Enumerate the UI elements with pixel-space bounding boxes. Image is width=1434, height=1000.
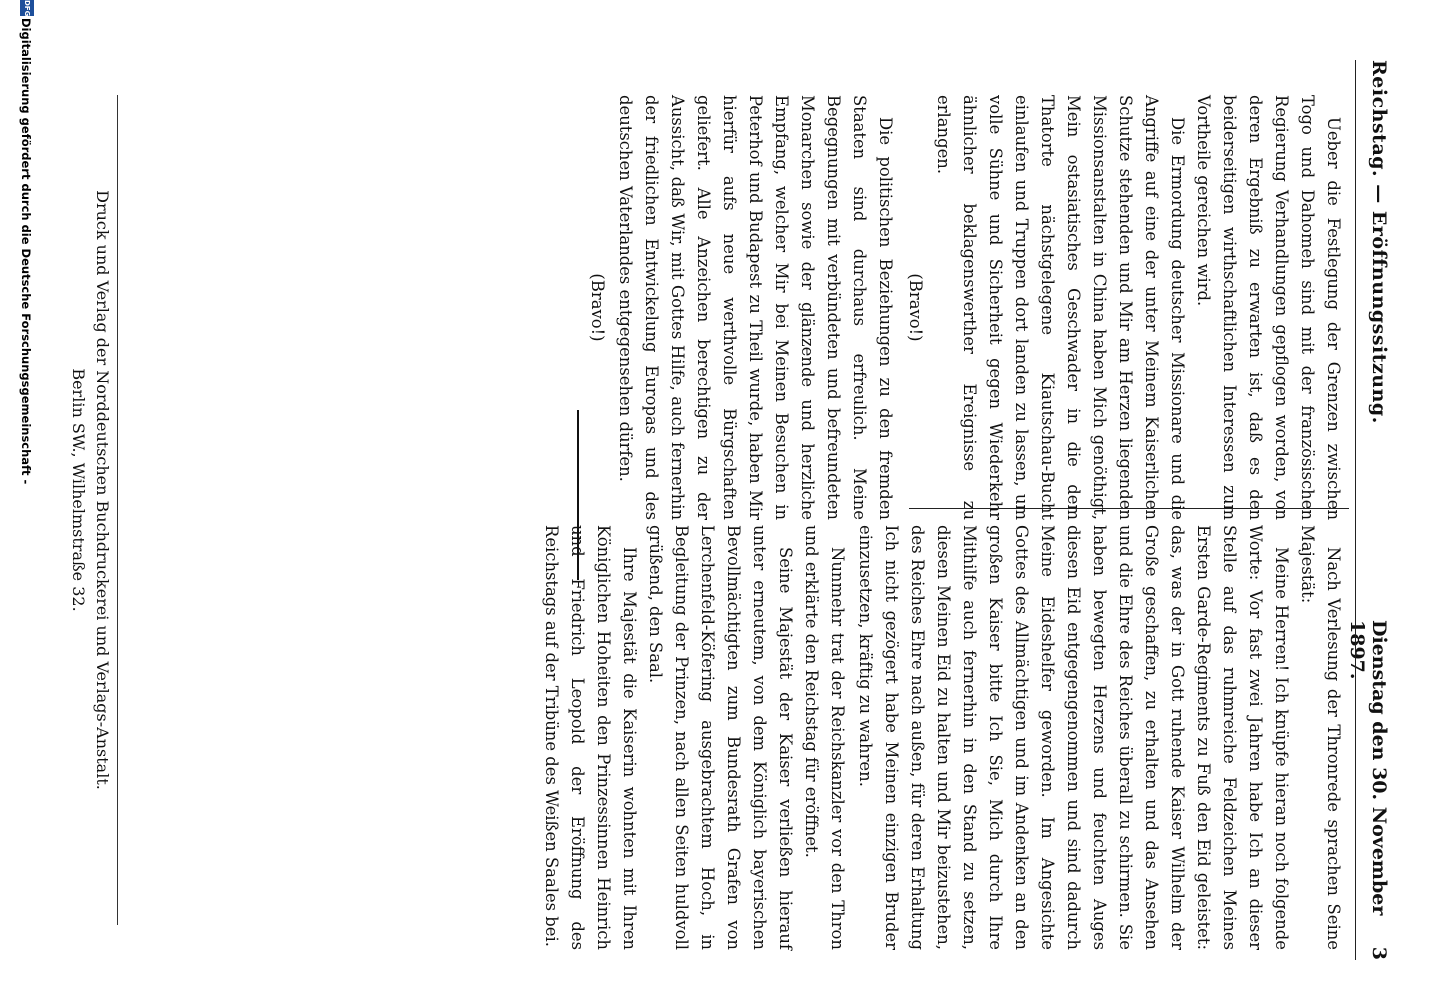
imprint-line: Druck und Verlag der Norddeutschen Buchdruckerei und Verlags-Anstalt. — [93, 190, 112, 790]
digitization-text: Digitalisierung gefördert durch die Deutsche Forschungsgemeinschaft - — [19, 18, 33, 485]
paragraph: Seine Majestät der Kaiser verließen hierauf unter erneutem, von dem Königlich bayerischen Bevollmächtigten zum Bundesrath Grafen von Lerchenfeld-Köfering ausgebrachtem Hoch, in Begleitung der Prinzen, nach allen Seiten huldvoll grüßend, den Saal. — [646, 525, 795, 950]
paragraph: Nach Verlesung der Thronrede sprachen Seine Majestät: — [1298, 525, 1343, 950]
left-column — [580, 95, 1346, 520]
digitization-note — [14, 0, 36, 1000]
running-head-title: Reichstag. — Eröffnungssitzung. — [1368, 60, 1390, 424]
imprint-rule — [117, 95, 118, 925]
end-rule — [577, 410, 579, 580]
paragraph: Die Ermordung deutscher Missionare und die Angriffe auf eine der unter Meinem Kaiserlichen Schutze stehenden und Mir am Herzen liegenden Missionsanstalten in China haben Mich genöthigt, Mein ostasiatisches Geschwader in die dem Thatorte nächstgelegene Kiautschau-Bucht einlaufen und Truppen dort landen zu lassen, um volle Sühne und Sicherheit gegen Wiederkehr ähnlicher beklagenswerther Ereignisse zu erlangen. — [934, 95, 1187, 520]
bravo-interjection: (Bravo!) — [588, 273, 607, 342]
column-divider — [909, 508, 1349, 509]
right-column — [538, 525, 1346, 950]
header-rule — [1355, 60, 1356, 960]
paragraph: Meine Herren! Ich knüpfe hieran noch folgende Worte: Vor fast zwei Jahren habe Ich an dieser Stelle auf das ruhmreiche Feldzeichen Meines Ersten Garde-Regiments zu Fuß den Eid geleistet: das, was der in Gott ruhende Kaiser Wilhelm der Große geschaffen, zu erhalten und das Ansehen und die Ehre des Reiches überall zu schirmen. Sie haben bewegten Herzens und feuchten Auges diesen Eid entgegengenommen und sind dadurch Meine Eideshelfer geworden. Im Angesichte Gottes des Allmächtigen und im Andenken an den großen Kaiser bitte Ich Sie, Mich durch Ihre Mithilfe auch fernerhin in den Stand zu setzen, diesen Meinen Eid zu halten und Mir beizustehen, des Reiches Ehre nach außen, für deren Erhaltung Ich nicht gezögert habe Meinen einzigen Bruder einzusetzen, kräftig zu wahren. — [856, 525, 1291, 950]
dfg-logo-icon: DFG — [20, 0, 34, 16]
running-head — [1346, 60, 1390, 960]
imprint-line: Berlin SW., Wilhelmstraße 32. — [69, 368, 88, 612]
running-head-date: Dienstag den 30. November 1897. — [1346, 620, 1390, 916]
paragraph: Die politischen Beziehungen zu den fremden Staaten sind durchaus erfreulich. Meine Begegnungen mit verbündeten und befreundeten Monarchen sowie der glänzende und herzliche Empfang, welcher Mir bei Meinen Besuchen in Peterhof und Budapest zu Theil wurde, haben Mir hierfür aufs neue werthvolle Bürgschaften geliefert. Alle Anzeichen berechtigen zu der Aussicht, daß Wir, mit Gottes Hilfe, auch fernerhin der friedlichen Entwickelung Europas und des deutschen Vaterlandes entgegensehen dürfen. — [616, 95, 895, 520]
paragraph: Ueber die Festlegung der Grenzen zwischen Togo und Dahomeh sind mit der französischen Regierung Verhandlungen gepflogen worden, von deren Ergebniß zu erwarten ist, daß es den beiderseitigen wirthschaftlichen Interessen zum Vortheile gereichen wird. — [1194, 95, 1343, 520]
imprint — [66, 60, 114, 920]
page-number: 3 — [1368, 946, 1390, 960]
paragraph: Ihre Majestät die Kaiserin wohnten mit Ihren Königlichen Hoheiten den Prinzessinnen Heinrich und Friedrich Leopold der Eröffnung des Reichstags auf der Tribüne des Weißen Saales bei. — [542, 525, 639, 950]
bravo-interjection: (Bravo!) — [906, 273, 925, 342]
paragraph: Nunmehr trat der Reichskanzler vor den Thron und erklärte den Reichstag für eröffnet. — [802, 525, 847, 950]
